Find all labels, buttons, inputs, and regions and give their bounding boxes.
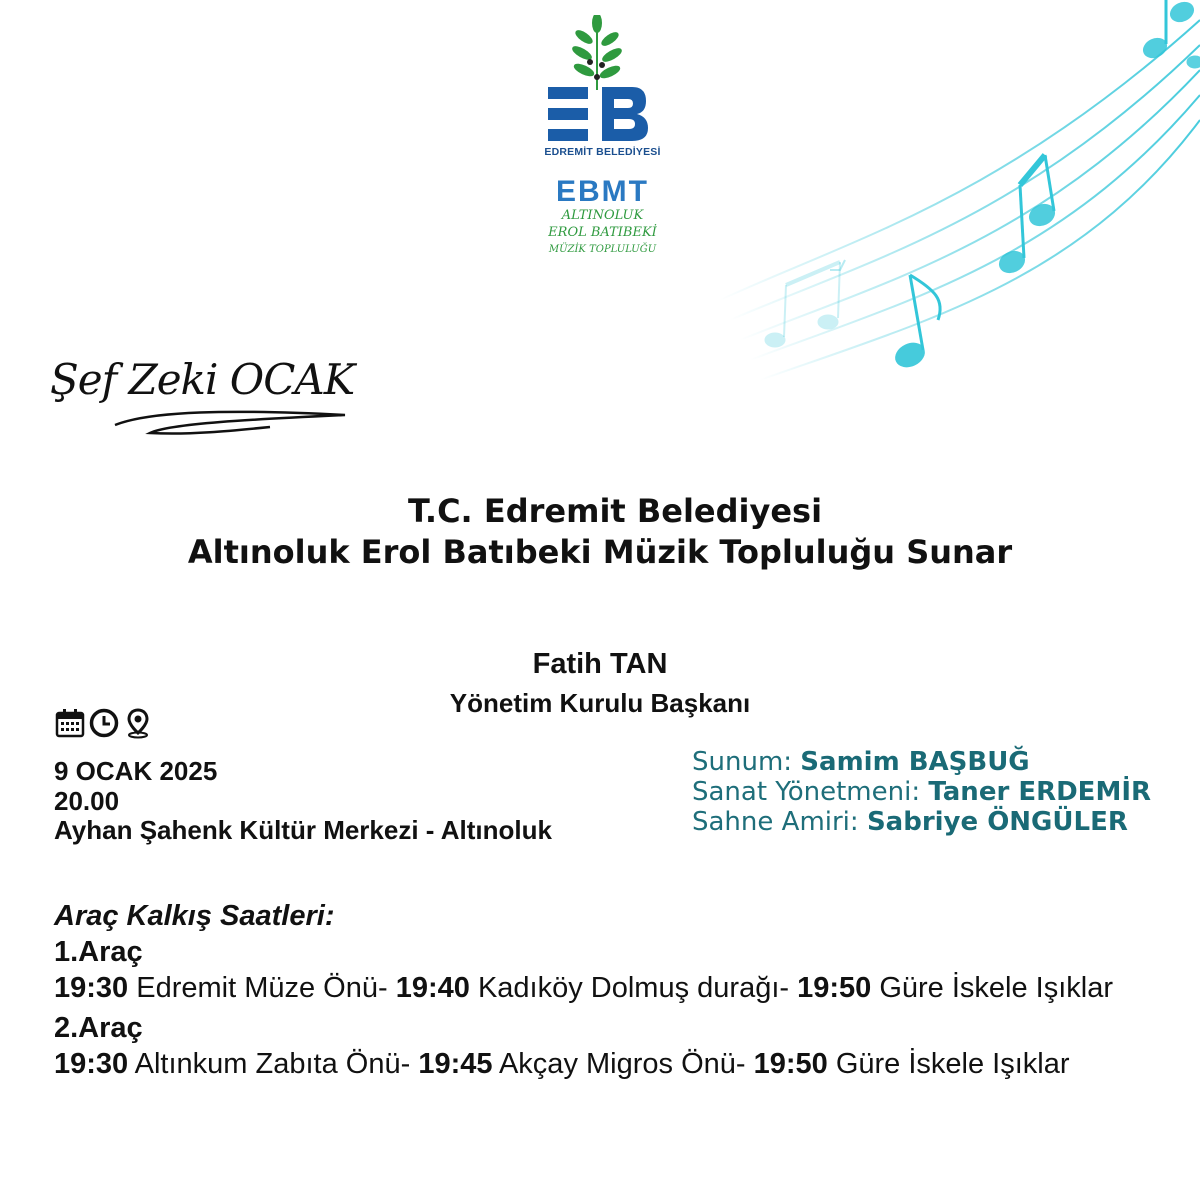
credit-person: Sabriye ÖNGÜLER	[866, 807, 1128, 837]
stop-time: 19:45	[418, 1048, 493, 1080]
olive-branch-logo-icon	[540, 15, 665, 145]
stop-place: Edremit Müze Önü-	[136, 972, 388, 1004]
credit-presenter	[692, 747, 1030, 777]
host-title: Yönetim Kurulu Başkanı	[449, 688, 751, 718]
stop-place: Güre İskele Işıklar	[879, 972, 1114, 1004]
event-date: 9 OCAK 2025	[54, 756, 218, 786]
credit-person: Taner ERDEMİR	[928, 777, 1152, 807]
event-time: 20.00	[54, 786, 120, 816]
stop-place: Güre İskele Işıklar	[835, 1048, 1070, 1080]
stop-place: Kadıköy Dolmuş durağı-	[477, 972, 790, 1004]
signature-text: Şef Zeki OCAK	[50, 355, 355, 404]
headline-line-2: Altınoluk Erol Batıbeki Müzik Topluluğu Sunar	[187, 533, 1013, 571]
credit-stage-manager	[692, 807, 1128, 837]
stop-time: 19:30	[54, 972, 129, 1004]
conductor-signature	[50, 355, 380, 435]
vehicle-1-label: 1.Araç	[54, 936, 143, 968]
calendar-icon	[54, 707, 86, 739]
stop-time: 19:30	[54, 1048, 129, 1080]
stop-time: 19:50	[753, 1048, 828, 1080]
schedule-title: Araç Kalkış Saatleri:	[54, 900, 335, 932]
logo-line-2: EROL BATIBEKİ	[548, 225, 657, 240]
stop-time: 19:50	[797, 972, 872, 1004]
headline-line-1: T.C. Edremit Belediyesi	[407, 492, 823, 530]
host-name: Fatih TAN	[532, 648, 668, 680]
credit-person: Samim BAŞBUĞ	[800, 747, 1030, 777]
vehicle-2-label: 2.Araç	[54, 1012, 143, 1044]
credit-role: Sahne Amiri:	[692, 807, 859, 837]
stop-place: Altınkum Zabıta Önü-	[134, 1048, 411, 1080]
event-venue: Ayhan Şahenk Kültür Merkezi - Altınoluk	[54, 815, 552, 845]
event-info-icons	[54, 707, 154, 739]
stop-time: 19:40	[395, 972, 470, 1004]
vehicle-2-route	[54, 1048, 1070, 1081]
logo-line-3: MÜZİK TOPLULUĞU	[548, 244, 657, 255]
logo-brand-name: EDREMİT BELEDİYESİ	[544, 146, 661, 158]
credit-role: Sunum:	[692, 747, 793, 777]
logo-ebmt-mark: EBMT	[556, 175, 649, 208]
vehicle-1-route	[54, 972, 1113, 1005]
stop-place: Akçay Migros Önü-	[498, 1048, 746, 1080]
credit-role: Sanat Yönetmeni:	[692, 777, 921, 807]
clock-icon	[88, 707, 120, 739]
location-pin-icon	[122, 707, 154, 739]
logo-line-1: ALTINOLUK	[561, 208, 644, 223]
music-notes-decoration	[700, 0, 1200, 460]
edremit-municipality-logo	[540, 15, 665, 265]
signature-underline-icon	[110, 405, 380, 437]
credit-art-director	[692, 777, 1151, 807]
